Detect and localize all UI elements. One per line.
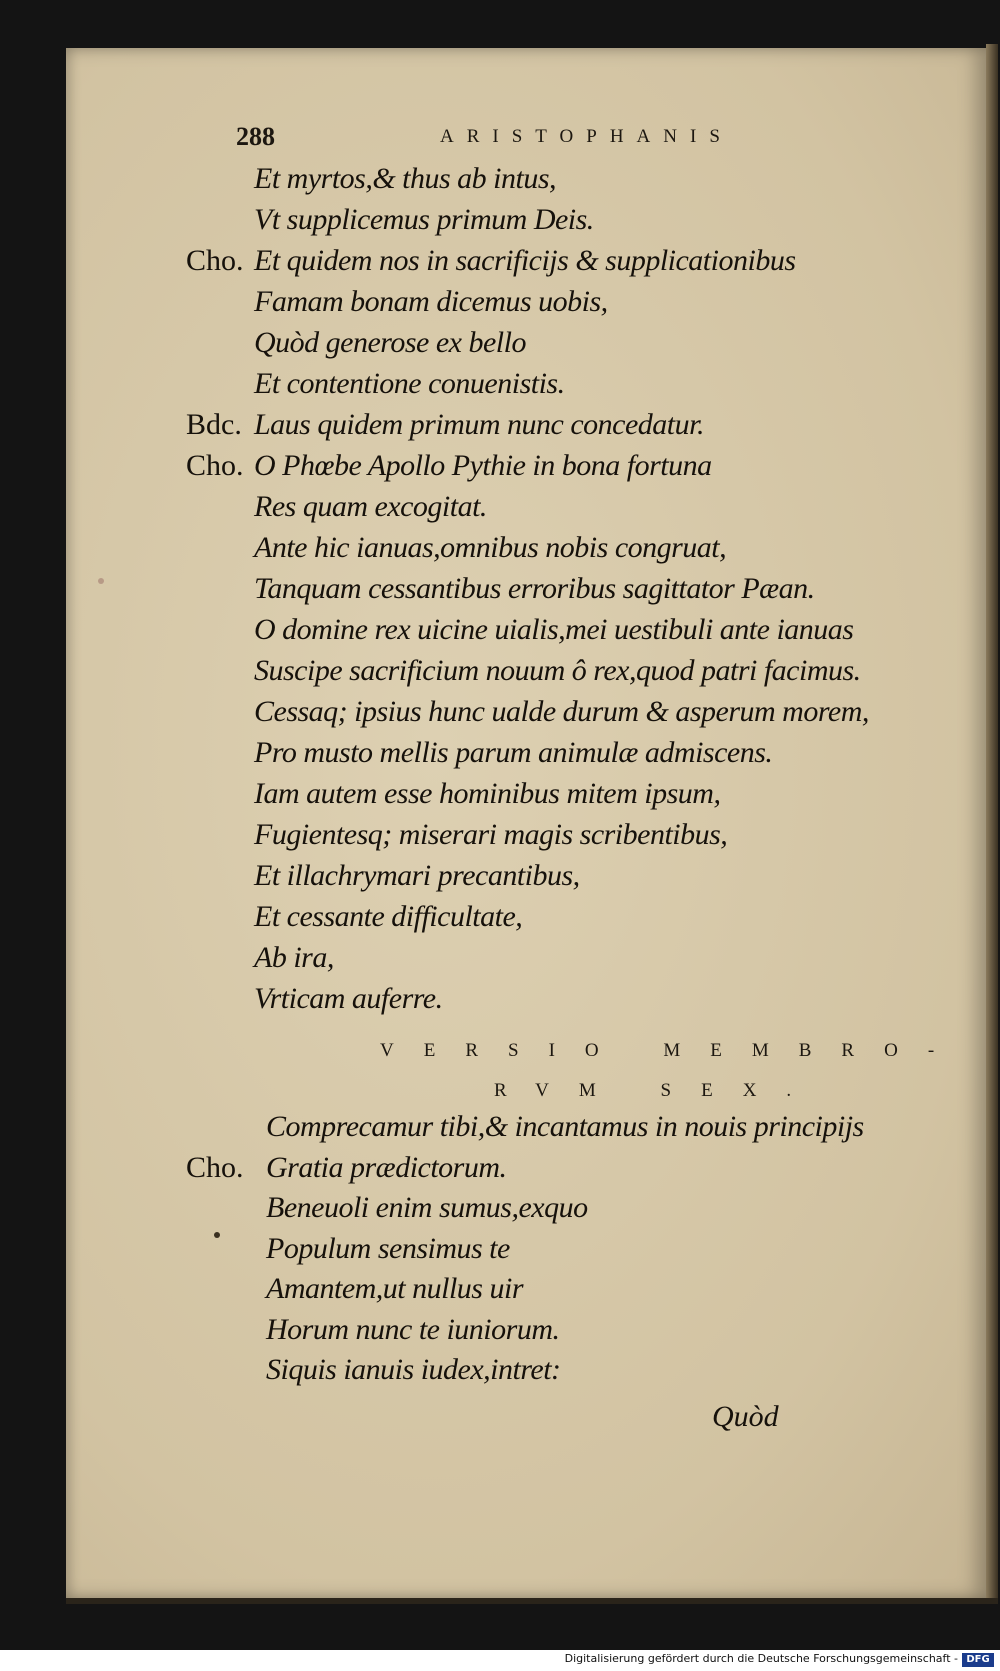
verse-line: Quòd generose ex bello (254, 326, 526, 359)
page-number: 288 (236, 122, 275, 151)
verse-line: Et illachrymari precantibus, (254, 859, 580, 892)
verse-line: Fugientesq; miserari magis scribentibus, (254, 818, 728, 851)
verse-line: Laus quidem primum nunc concedatur. (254, 408, 704, 441)
stain-mark (98, 578, 104, 584)
verse-line: Famam bonam dicemus uobis, (254, 285, 608, 318)
verse-line: Ante hic ianuas,omnibus nobis congruat, (254, 531, 727, 564)
verse-line: Beneuoli enim sumus,exquo (266, 1191, 588, 1224)
verse-line: Ab ira, (254, 941, 334, 974)
verse-line: Et quidem nos in sacrificijs & supplicationibus (254, 244, 796, 277)
dfg-logo-icon: DFG (962, 1653, 994, 1667)
catchword: Quòd (712, 1400, 779, 1433)
verse-line: Horum nunc te iuniorum. (266, 1312, 560, 1346)
verse-line: Et cessante difficultate, (254, 900, 523, 933)
verse-line: Vrticam auferre. (254, 982, 443, 1015)
ink-dot (214, 1232, 220, 1238)
speaker-label: Cho. (186, 449, 244, 482)
verse-line: O Phœbe Apollo Pythie in bona fortuna (254, 449, 712, 482)
verse-line: O domine rex uicine uialis,mei uestibuli ante ianuas (254, 613, 854, 646)
verse-line: Tanquam cessantibus erroribus sagittator Pæan. (254, 572, 815, 605)
verse-line: Comprecamur tibi,& incantamus in nouis principijs (266, 1110, 864, 1143)
footer-credit: Digitalisierung gefördert durch die Deutsche Forschungsgemeinschaft - (564, 1652, 958, 1665)
running-head (0, 122, 1000, 152)
verse-line: Et myrtos,& thus ab intus, (254, 162, 557, 195)
verse-line: Siquis ianuis iudex,intret: (266, 1353, 561, 1386)
verse-line: Suscipe sacrificium nouum ô rex,quod patri facimus. (254, 654, 861, 687)
verse-line: Et contentione conuenistis. (254, 367, 565, 400)
digitization-footer (0, 1650, 1000, 1671)
speaker-label: Cho. (186, 244, 244, 277)
speaker-label: Bdc. (186, 408, 242, 441)
verse-line: Vt supplicemus primum Deis. (254, 203, 594, 236)
running-title: ARISTOPHANIS (440, 126, 733, 147)
verse-line: Iam autem esse hominibus mitem ipsum, (254, 777, 721, 810)
speaker-label: Cho. (186, 1150, 244, 1184)
verse-line: Populum sensimus te (266, 1231, 510, 1265)
section-heading-line2: RVM SEX. (494, 1080, 822, 1101)
verse-line: Cessaq; ipsius hunc ualde durum & asperum morem, (254, 695, 869, 728)
verse-line: Res quam excogitat. (254, 490, 487, 523)
verse-line: Pro musto mellis parum animulæ admiscens. (254, 736, 773, 769)
verse-line: Gratia prædictorum. (266, 1150, 507, 1184)
page-bottom-edge (66, 1598, 998, 1604)
verse-line: Amantem,ut nullus uir (266, 1272, 523, 1305)
section-heading-line1: VERSIO MEMBRO- (380, 1040, 965, 1061)
page-edge (986, 44, 998, 1604)
